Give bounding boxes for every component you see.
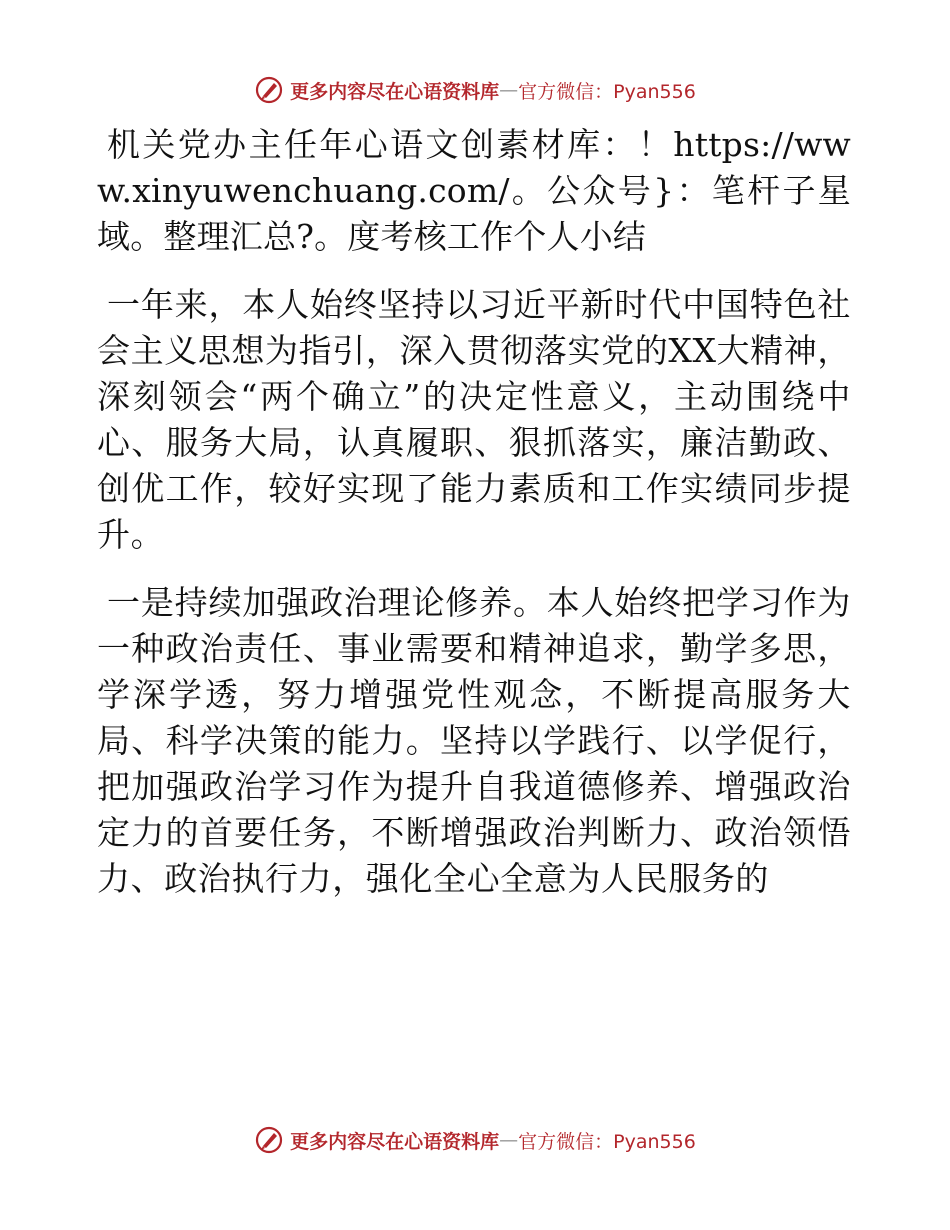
banner-title: 更多内容尽在心语资料库 [290, 1130, 500, 1153]
banner-wechat: 官方微信：Pyan556 [518, 80, 696, 103]
paragraph-intro: 一年来，本人始终坚持以习近平新时代中国特色社会主义思想为指引，深入贯彻落实党的XX大精神，深刻领会“两个确立”的决定性意义，主动围绕中心、服务大局，认真履职、狠抓落实，廉洁勤政、创优工作，较好实现了能力素质和工作实绩同步提升。 [97, 285, 851, 554]
header-banner [0, 70, 950, 110]
banner-dash: — [499, 1129, 519, 1151]
paragraph-title: 机关党办主任年心语文创素材库：！https://www.xinyuwenchuang.com/。公众号}：笔杆子星域。整理汇总?。度考核工作个人小结 [97, 125, 851, 256]
banner-title: 更多内容尽在心语资料库 [290, 80, 500, 103]
logo-icon [254, 75, 284, 105]
paragraph-point-one: 一是持续加强政治理论修养。本人始终把学习作为一种政治责任、事业需要和精神追求，勤学多思，学深学透，努力增强党性观念，不断提高服务大局、科学决策的能力。坚持以学践行、以学促行，把加强政治学习作为提升自我道德修养、增强政治定力的首要任务，不断增强政治判断力、政治领悟力、政治执行力，强化全心全意为人民服务的 [97, 583, 851, 898]
logo-icon [254, 1125, 284, 1155]
banner-wechat: 官方微信：Pyan556 [518, 1130, 696, 1153]
footer-banner [0, 1120, 950, 1160]
banner-dash: — [499, 79, 519, 101]
document-body [97, 122, 851, 902]
